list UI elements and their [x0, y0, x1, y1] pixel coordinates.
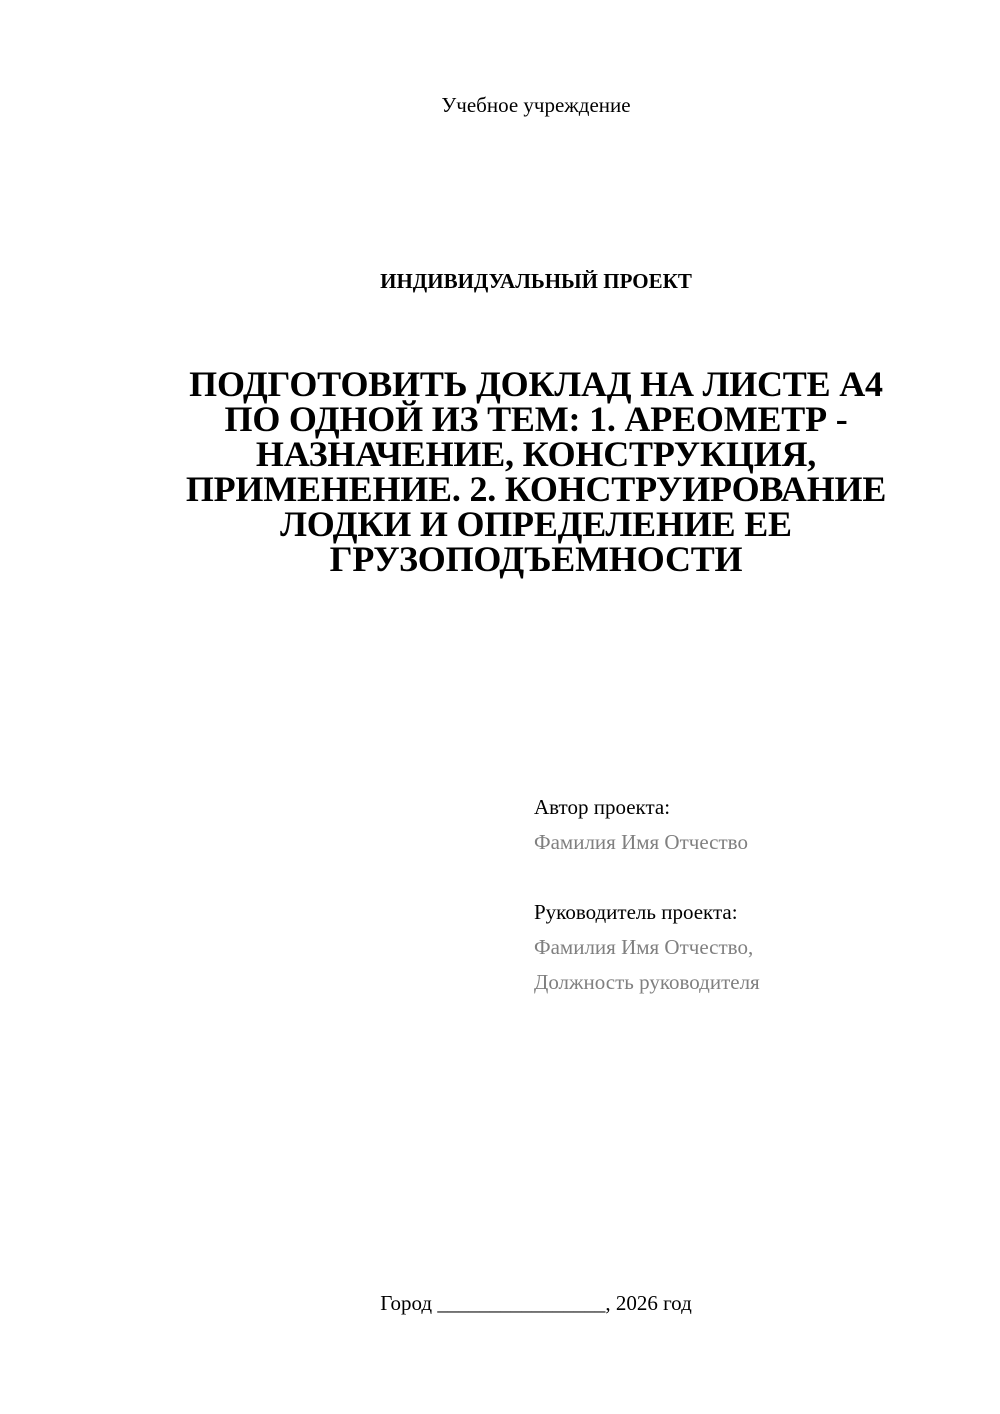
project-title-line: ПО ОДНОЙ ИЗ ТЕМ: 1. АРЕОМЕТР - — [224, 399, 848, 439]
supervisor-position: Должность руководителя — [534, 970, 760, 994]
project-type-heading: ИНДИВИДУАЛЬНЫЙ ПРОЕКТ — [380, 269, 692, 293]
project-title-line: ГРУЗОПОДЪЕМНОСТИ — [329, 539, 743, 579]
city-year-line: Город ________________, 2026 год — [380, 1291, 692, 1315]
institution-name: Учебное учреждение — [441, 93, 631, 117]
supervisor-label: Руководитель проекта: — [534, 900, 738, 924]
project-title — [140, 364, 932, 579]
project-title-line: ЛОДКИ И ОПРЕДЕЛЕНИЕ ЕЕ — [280, 504, 792, 544]
spacer — [534, 860, 974, 895]
project-title-line: НАЗНАЧЕНИЕ, КОНСТРУКЦИЯ, — [255, 434, 817, 474]
supervisor-name: Фамилия Имя Отчество, — [534, 935, 754, 959]
authors-block — [534, 790, 974, 1000]
project-title-line: ПОДГОТОВИТЬ ДОКЛАД НА ЛИСТЕ А4 — [189, 364, 883, 404]
author-name: Фамилия Имя Отчество — [534, 830, 748, 854]
project-title-line: ПРИМЕНЕНИЕ. 2. КОНСТРУИРОВАНИЕ — [185, 469, 887, 509]
author-label: Автор проекта: — [534, 795, 671, 819]
